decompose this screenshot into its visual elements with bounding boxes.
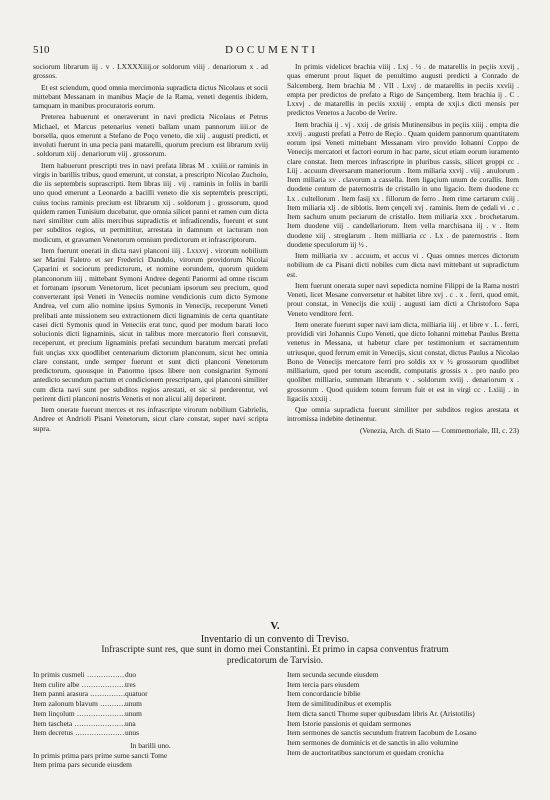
item-quantity: unus [125, 728, 139, 738]
list-item [33, 689, 268, 699]
inventory-list-right [287, 670, 519, 757]
list-item [33, 709, 268, 719]
running-title: DOCUMENTI [225, 44, 318, 56]
item-quantity: unum [125, 708, 142, 718]
list-item: Item de auctoritatibus sanctorum et quedam cronicha [287, 747, 444, 757]
section-number: V. [270, 620, 280, 632]
barilli-heading: In barilli uno. [130, 740, 171, 750]
item-quantity: unum [125, 699, 142, 709]
paragraph: Et est sciendum, quod omnia mercimonia supradicta dictus Nicolaus et socii mittebant Messanam in manibus Maçie de la Rama, veneti degentis ibidem, tamquam in manibus procuratoris eorum. [33, 82, 268, 110]
list-item [33, 670, 268, 680]
item-name: Item culire albe ..... [33, 680, 125, 690]
list-item: Item Istorie passionis et quidam sermones [287, 718, 412, 728]
list-item: Item sermones de dominicis et de sanctis in alio volumine [287, 737, 459, 747]
paragraph: Item onerate fuerunt merces et res infrascripte virorum nobilium Gabrielis, Andree et Andrioli Pisani Venetorum, sicut clare constat, super navi scripta supra. [33, 405, 268, 433]
paragraph: Preterea habuerunt et oneraverunt in navi predicta Nicolaus et Petrus Michael, et Marcus petenarius veneti ballam unam pannorum iiii.or de borsella, quos emerunt a Stefano de Poço veneto, die xiij . augusti predicti, et involuti fuerunt in una pecia pani matarelli, quorum precium est librarum xviij . soldorum xiij . denariorum viij . grossorum. [33, 112, 268, 159]
paragraph: Item fuerunt onerata super navi sepedicta nomine Filippi de la Rama nostri Veneti, licet Mesane conversetur et habitet libre xvj . c . x . ferri, quod emit, prout constat, in Venecijs die xxiij . augusti iam dicti a Christoforo Sapa Veneto venditore ferri. [287, 280, 519, 318]
paragraph: Item fuerunt onerati in dicta navi planconi iiij . Lxxxvj . virorum nobilium ser Marini Faletro et ser Frederici Dandulo, virorum providorum Nicolai Çaparini et sociorum predictorum, et nomine eorundem, quorum quidem planconorum iiij . mittebant Symoni Andree degenti Panormi ad omne riscum et fortunam ipsorum Venetorum, licet pecuniam ipsorum seu precium, quod converterant ipsi Veneti in Veneciis nomine vendicionis cum dicto Symone Andrea, vel cum alio nomine ipsius Symonis in Venecijs, receperunt Veneti prelibati ante missionem seu extractionem dicti lignaminis de certa quantitate casei dicti Symonis quod in Veneciis erat tunc, quod per modum barati loco solucionis dicti lignaminis, sicut in talibus more mercatorio fieri consuevit, receperunt, et precium lignaminis prefati secundum baratum mercati prefati fuit unçias xxx quodlibet centenarium dictorum planconum, sicut hec omnia clare constant, unde semper fuerunt et sunt dicti planconi Venetorum predictorum, quousque in Panormo ipsos libere non consignarint Symoni antedicto secundum pactum et condicionem prescriptam, qui planconi similiter cum dicta navi sunt per subditos regios arestati, et sic si perderentur, vel perirent dicti planconi nostris Venetis et non alicui alij deperirent. [33, 245, 268, 403]
list-item [33, 719, 268, 729]
page-header [33, 44, 510, 58]
list-item: Item prima pars secunde eiusdem [33, 760, 132, 770]
paragraph: Item milliaria xv . accuum, et accus vi . Quas omnes merces dictorum nobilium de ca Pisani dicti nobiles cum dicta navi mittebant ut supradictum est. [287, 251, 519, 279]
paragraph: Item onerate fuerunt super navi iam dicta, milliaria iiij . et libre v . L . ferri, provididi viri Johannis Cupo Veneti, que dicto Iohanni mittebat Paulus Bretta venetus in Messana, ut habetur clare per testimonium et sacramentum utriusque, quod ferrum emit in Venecijs, sicut constat, dictus Paulus a Nicolao Bono de Venecijs mercatore ferri pro soldis xx v ½ grossorum quodlibet milliarium, quod per totum ascendit, computatis grossis x . pro naulo pro quolibet milliario, summam librarum v . soldorum xviij . denariorum x . grossorum . Quod quidem totum ferrum fuit et est in virgi cc . Lxiiij . in ligaciis xxxiij . [287, 319, 519, 403]
item-quantity: duo [125, 670, 137, 679]
archive-citation: (Venezia, Arch. di Stato — Commemoriale, III, c. 23) [359, 425, 519, 435]
section-title: Inventario di un convento di Treviso. [200, 634, 350, 645]
item-name: Item linçolum ..... [33, 709, 125, 719]
paragraph: In primis videlicet brachia viiij . Lxj . ½ . de matarellis in peçiis xxvij , quas emerunt prout liquet de penultimo augusti predicti a Conrado de Salcemberg. Item brachia M . VII . Lxvj . de matarellis in peciis xxviij . empta per predictos de prefato a Rigo de Sançemberg. Item brachia ij . C . Lxxvj . de matarellis in peciis xxxiij . empta de xxji.s dicti mensis per predictos Venetos a Jacobo de Verire. [287, 62, 519, 118]
section-subtitle [40, 645, 510, 667]
paragraph: Que omnia supradicta fuerunt similiter per subditos regios arestata et intromissa indebite detinentur. [287, 405, 519, 424]
paragraph: sociorum librarum iij . v . LXXXXiiij.or soldorum viiij . denariorum x . ad grossos. [33, 62, 268, 81]
list-item: Item concordancie biblie [287, 689, 361, 699]
list-item: Item tercia pars eiusdem [287, 679, 360, 689]
list-item [33, 728, 268, 738]
item-name: Item decretus ..... [33, 728, 125, 738]
item-name: Item panni arasura ..... [33, 689, 125, 699]
list-item [33, 699, 268, 709]
list-item [33, 680, 268, 690]
list-item: Item sermones de sanctis secundum fratrem Iacobum de Losano [287, 728, 477, 738]
list-item: In primis prima pars prime sume sancti Tome [33, 750, 168, 760]
item-quantity: tres [125, 679, 136, 689]
item-quantity: quatuor [125, 689, 148, 699]
page-number: 510 [33, 44, 50, 56]
subtitle-line: Infrascripte sunt res, que sunt in domo mei Constantini. Et primo in capsa conventus fratrum [101, 645, 449, 655]
inventory-list-left [33, 670, 268, 770]
left-column [33, 62, 268, 435]
subtitle-line: predicatorum de Tarvisio. [226, 656, 324, 666]
item-quantity: una [125, 718, 136, 728]
list-item: Item secunda secunde eiusdem [287, 670, 379, 679]
item-name: Item tascheta ..... [33, 719, 125, 729]
paragraph: Item habuerunt prescripti tres in navi prefata libras M . xxiiii.or raminis in virgis in barillis tribus, quod emerunt, ut constat, a prescripto Nicolao Zucholo, die iis septembris suprascripti. Item libras iiij . vij . raminis in foliis in barili uno quod emerunt a Leonardo a bacilli veneto die xis septembris prescripti, cuius tocius raminis precium est librarum xij . soldorum j . grossorum, quod quidem ramen Tunisium ducebatur, que omnia silicet panni et ramen cum dicta navi similiter cum aliis mercibus supradictis et infradicendis, fuerunt et sunt per subditos regios, ut permittitur, arrestata in damnum et iacturam non modicum, et gravamen Venetorum omnium predictorum et infrascriptorum. [33, 160, 268, 244]
item-name: Item zalonum blavum ..... [33, 699, 125, 709]
paragraph: Item brachia ij . vj . xxij . de grisis Mutinensibus in peçiis xiiij . empta die xxvij . augusti prefati a Petro de Reçio . Quam quidem pannorum quantitatem eorum ipsi Veneti mittebant Messanam viro provido Iohanni Coppo de Venecijs mercatori et factori eorum in hac parte, sicut etiam eorum iuramento clare constat. Item merces infrascripte in pluribus cassis, silicet groppi cc . Liij . accuum diversarum maneriorum . Item miliaria xxvij . viij . anulorum . Item miliaria xv . clavorum a cassella. Item ligaçium unum de corallis. Item duodene centum de paternostris de cristallo in uno ligacio. Item duodene cc Lx . cultellorum . Item fasij xx . fillorum de ferro . Item rime cartarum cxiij . Item miliaria xlj . de siblotis. Item çençeli xvj . raminis. Item de çedali vi . c . Item sachum unum peciarum de cristallo. Item miliaria xxx . brochetarum. Item duodene viij . candellariorum. Item vella marchisana iij . v . Item duodene xiij . streglarum . Item milliaria cc . Lx . de paternostris . Item duodene speculorum iij ½ . [287, 119, 519, 249]
item-name: In primis cusmeli ..... [33, 670, 125, 680]
list-item: Item dicta sancti Thome super quibusdam libris Ar. (Aristotilis) [287, 708, 475, 718]
list-item: Item de similitudinibus et exemplis [287, 699, 392, 709]
right-column [287, 62, 519, 437]
